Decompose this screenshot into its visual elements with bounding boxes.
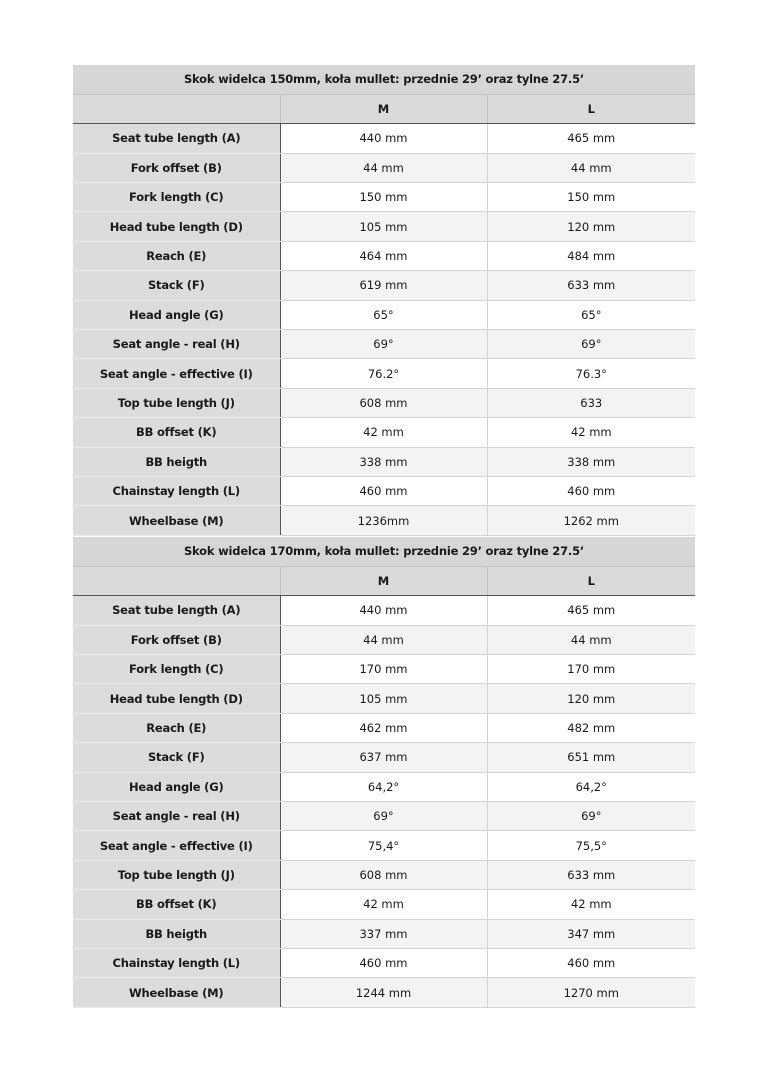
table-row [73, 506, 695, 535]
value-l: 120 mm [487, 684, 695, 713]
table-title-row [73, 537, 695, 566]
row-label: Fork length (C) [73, 655, 280, 684]
value-m: 150 mm [280, 183, 487, 212]
value-m: 608 mm [280, 388, 487, 417]
value-l: 120 mm [487, 212, 695, 241]
row-label: Stack (F) [73, 743, 280, 772]
table-title: Skok widelca 170mm, koła mullet: przednie 29’ oraz tylne 27.5’ [73, 537, 695, 566]
table-row [73, 271, 695, 300]
value-l: 633 mm [487, 860, 695, 889]
row-label: Head tube length (D) [73, 684, 280, 713]
table-row [73, 919, 695, 948]
value-l: 347 mm [487, 919, 695, 948]
table-row [73, 596, 695, 625]
value-l: 482 mm [487, 713, 695, 742]
row-label: Top tube length (J) [73, 388, 280, 417]
value-m: 637 mm [280, 743, 487, 772]
table-row [73, 183, 695, 212]
table-row [73, 655, 695, 684]
value-l: 460 mm [487, 948, 695, 977]
table-body [73, 596, 695, 1007]
value-l: 1262 mm [487, 506, 695, 535]
value-m: 170 mm [280, 655, 487, 684]
value-l: 75,5° [487, 831, 695, 860]
row-label: BB heigth [73, 919, 280, 948]
row-label: Seat tube length (A) [73, 596, 280, 625]
value-l: 42 mm [487, 890, 695, 919]
table-row [73, 300, 695, 329]
value-m: 464 mm [280, 241, 487, 270]
value-l: 170 mm [487, 655, 695, 684]
value-m: 460 mm [280, 948, 487, 977]
value-l: 44 mm [487, 153, 695, 182]
value-l: 1270 mm [487, 978, 695, 1007]
row-label: Reach (E) [73, 713, 280, 742]
row-label: Chainstay length (L) [73, 948, 280, 977]
value-m: 440 mm [280, 596, 487, 625]
table-row [73, 153, 695, 182]
row-label: Fork length (C) [73, 183, 280, 212]
value-m: 462 mm [280, 713, 487, 742]
value-l: 42 mm [487, 418, 695, 447]
column-header-label [73, 566, 280, 595]
table-title: Skok widelca 150mm, koła mullet: przednie 29’ oraz tylne 27.5’ [73, 65, 695, 94]
value-l: 651 mm [487, 743, 695, 772]
value-l: 150 mm [487, 183, 695, 212]
row-label: BB offset (K) [73, 890, 280, 919]
row-label: Reach (E) [73, 241, 280, 270]
table-row [73, 802, 695, 831]
value-m: 608 mm [280, 860, 487, 889]
value-m: 1244 mm [280, 978, 487, 1007]
row-label: Fork offset (B) [73, 153, 280, 182]
row-label: BB heigth [73, 447, 280, 476]
row-label: Seat angle - effective (I) [73, 831, 280, 860]
column-header-row [73, 94, 695, 123]
value-m: 65° [280, 300, 487, 329]
row-label: BB offset (K) [73, 418, 280, 447]
value-l: 64,2° [487, 772, 695, 801]
table-row [73, 831, 695, 860]
row-label: Head tube length (D) [73, 212, 280, 241]
table-row [73, 388, 695, 417]
value-m: 42 mm [280, 418, 487, 447]
row-label: Chainstay length (L) [73, 476, 280, 505]
row-label: Seat angle - real (H) [73, 330, 280, 359]
column-header-l: L [487, 566, 695, 595]
table-row [73, 743, 695, 772]
value-l: 465 mm [487, 124, 695, 153]
row-label: Seat tube length (A) [73, 124, 280, 153]
table-row [73, 359, 695, 388]
table-row [73, 948, 695, 977]
table-row [73, 212, 695, 241]
table-row [73, 860, 695, 889]
value-l: 484 mm [487, 241, 695, 270]
table-row [73, 241, 695, 270]
value-m: 76.2° [280, 359, 487, 388]
table-row [73, 772, 695, 801]
row-label: Wheelbase (M) [73, 978, 280, 1007]
value-m: 44 mm [280, 625, 487, 654]
row-label: Fork offset (B) [73, 625, 280, 654]
table-row [73, 713, 695, 742]
value-m: 69° [280, 802, 487, 831]
column-header-label [73, 94, 280, 123]
value-m: 440 mm [280, 124, 487, 153]
row-label: Stack (F) [73, 271, 280, 300]
column-header-l: L [487, 94, 695, 123]
row-label: Wheelbase (M) [73, 506, 280, 535]
table-row [73, 625, 695, 654]
table-title-row [73, 65, 695, 94]
table-row [73, 978, 695, 1007]
value-m: 69° [280, 330, 487, 359]
column-header-m: M [280, 94, 487, 123]
table-row [73, 890, 695, 919]
column-header-row [73, 566, 695, 595]
value-m: 338 mm [280, 447, 487, 476]
row-label: Head angle (G) [73, 300, 280, 329]
value-m: 64,2° [280, 772, 487, 801]
row-label: Seat angle - effective (I) [73, 359, 280, 388]
value-m: 337 mm [280, 919, 487, 948]
value-l: 460 mm [487, 476, 695, 505]
value-l: 633 mm [487, 271, 695, 300]
value-m: 75,4° [280, 831, 487, 860]
value-m: 42 mm [280, 890, 487, 919]
value-m: 460 mm [280, 476, 487, 505]
table-row [73, 330, 695, 359]
table-row [73, 418, 695, 447]
row-label: Head angle (G) [73, 772, 280, 801]
value-m: 1236mm [280, 506, 487, 535]
value-m: 105 mm [280, 212, 487, 241]
geometry-table-170mm [73, 537, 695, 1008]
row-label: Top tube length (J) [73, 860, 280, 889]
table-row [73, 124, 695, 153]
value-l: 338 mm [487, 447, 695, 476]
value-m: 619 mm [280, 271, 487, 300]
row-label: Seat angle - real (H) [73, 802, 280, 831]
value-l: 69° [487, 330, 695, 359]
table-body [73, 124, 695, 535]
value-l: 465 mm [487, 596, 695, 625]
value-l: 69° [487, 802, 695, 831]
value-l: 44 mm [487, 625, 695, 654]
geometry-table-150mm [73, 65, 695, 536]
value-m: 105 mm [280, 684, 487, 713]
table-row [73, 684, 695, 713]
table-row [73, 447, 695, 476]
value-l: 633 [487, 388, 695, 417]
table-row [73, 476, 695, 505]
value-l: 65° [487, 300, 695, 329]
value-l: 76.3° [487, 359, 695, 388]
value-m: 44 mm [280, 153, 487, 182]
column-header-m: M [280, 566, 487, 595]
